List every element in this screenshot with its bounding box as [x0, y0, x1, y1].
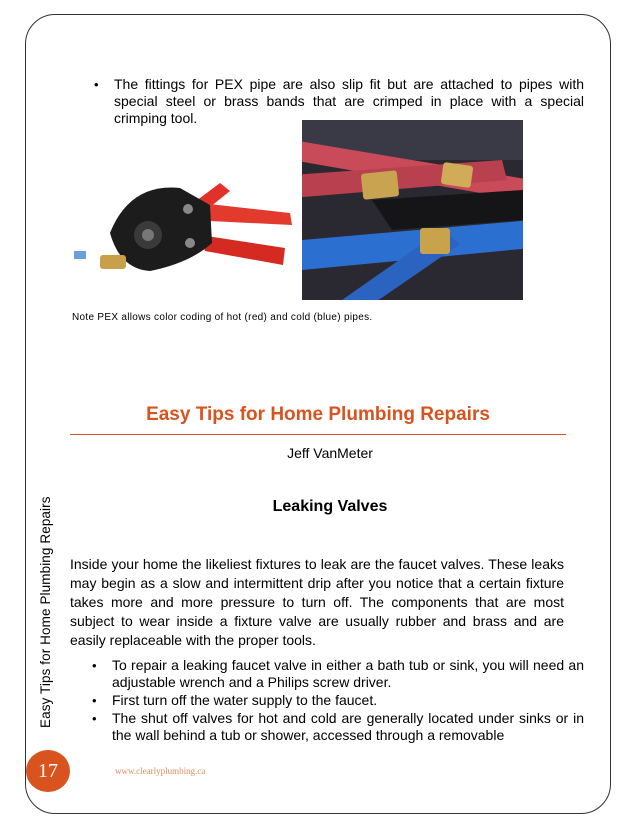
document-title: Easy Tips for Home Plumbing Repairs	[146, 404, 490, 425]
image-caption: Note PEX allows color coding of hot (red) and cold (blue) pipes.	[72, 312, 373, 323]
footer-link[interactable]: www.clearlyplumbing.ca	[115, 766, 206, 776]
bullet-item: • The shut off valves for hot and cold are generally located under sinks or in the wall behind a tub or shower, accessed through a removable	[112, 710, 584, 744]
page-number: 17	[26, 750, 70, 792]
side-title: Easy Tips for Home Plumbing Repairs	[38, 496, 53, 728]
body-bullet-list	[92, 657, 584, 745]
body-paragraph: Inside your home the likeliest fixtures to leak are the faucet valves. These leaks may begin as a slow and intermittent drip after you notice that a certain fixture takes more and more pressure to turn off. The components that are most subject to wear inside a fixture valve are usually rubber and brass and are easily replaceable with the proper tools.	[70, 556, 564, 648]
crimping-tool-image	[70, 143, 298, 305]
title-rule	[70, 434, 566, 435]
bullet-item: • To repair a leaking faucet valve in either a bath tub or sink, you will need an adjustable wrench and a Philips screw driver.	[112, 657, 584, 691]
bullet-item: • First turn off the water supply to the faucet.	[112, 692, 584, 709]
pex-pipes-image	[302, 120, 523, 300]
author: Jeff VanMeter	[287, 445, 373, 461]
section-heading: Leaking Valves	[272, 498, 388, 515]
bullet-item: • The fittings for PEX pipe are also slip fit but are attached to pipes with special steel or brass bands that are crimped in place with a special crimping tool.	[114, 76, 584, 127]
